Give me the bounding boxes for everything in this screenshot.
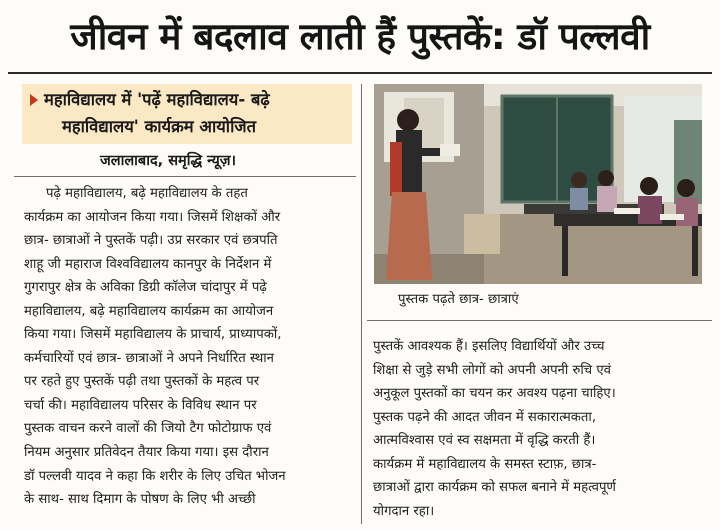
photo-caption: पुस्तक पढ़ते छात्र- छात्राएं <box>398 292 519 307</box>
article-text-line: के साथ- साथ दिमाग के पोषण के लिए भी अच्छी <box>24 492 256 508</box>
article-text-line: शिक्षा से जुड़े सभी लोगों को अपनी अपनी रुचि एवं <box>373 362 611 378</box>
article-text-line: चर्चा की। महाविद्यालय परिसर के विविध स्थान पर <box>24 397 257 413</box>
article-text-line: पुस्तक पढ़ने की आदत जीवन में सकारात्मकता, <box>373 409 597 425</box>
article-text-line: आत्मविश्वास एवं स्व सक्षमता में वृद्धि करती हैं। <box>373 433 596 449</box>
article-text-line: महाविद्यालय, बढ़े महाविद्यालय कार्यक्रम का आयोजन <box>24 303 274 319</box>
subheadline-line-1: महाविद्यालय में 'पढ़ें महाविद्यालय- बढ़े <box>44 90 270 109</box>
article-text-line: पुस्तक वाचन करने वालों की जियो टैग फोटोग्राफ एवं <box>24 421 272 437</box>
dateline: जलालाबाद, समृद्धि न्यूज़। <box>100 153 237 169</box>
article-text-line: योगदान रहा। <box>373 503 435 519</box>
article-text-line: पर रहते हुए पुस्तकें पढ़ी तथा पुस्तकों के महत्व पर <box>24 374 260 390</box>
article-text-line: किया गया। जिसमें महाविद्यालय के प्राचार्य, प्राध्यापकों, <box>24 327 282 343</box>
article-text-line: डॉ पल्लवी यादव ने कहा कि शरीर के लिए उचित भोजन <box>24 468 286 484</box>
article-text-line: पढ़े महाविद्यालय, बढ़े महाविद्यालय के तहत <box>46 186 248 201</box>
article-text-line: छात्राओं द्वारा कार्यक्रम को सफल बनाने में महत्वपूर्ण <box>373 480 616 496</box>
article-text-line: कार्यक्रम का आयोजन किया गया। जिसमें शिक्षकों और <box>24 209 281 225</box>
subheadline-box <box>22 84 352 144</box>
article-text-line: छात्र- छात्राओं ने पुस्तकें पढ़ी। उप्र सरकार एवं छत्रपति <box>24 233 278 249</box>
subheadline-line-2: महाविद्यालय' कार्यक्रम आयोजित <box>62 117 256 136</box>
article-text-line: कर्मचारियों एवं छात्र- छात्राओं ने अपने निर्धारित स्थान <box>24 350 274 366</box>
caption-divider <box>367 320 712 321</box>
article-photo <box>374 84 702 284</box>
article-text-line: पुस्तकें आवश्यक हैं। इसलिए विद्यार्थियों और उच्च <box>373 339 605 354</box>
article-text-line: नियम अनुसार प्रतिवेदन तैयार किया गया। इस दौरान <box>24 445 269 461</box>
headline-rule <box>8 72 712 74</box>
article-text-line: अनुकूल पुस्तकों का चयन कर अवश्य पढ़ना चाहिए। <box>373 386 616 402</box>
article-text-line: गुगरापुर क्षेत्र के अविका डिग्री कॉलेज चांदापुर में पढ़े <box>24 280 267 296</box>
article-body-left-column <box>24 182 350 512</box>
article-body-right-column <box>373 335 703 523</box>
headline: जीवन में बदलाव लाती हैं पुस्तकें: डॉ पल्लवी <box>70 15 650 58</box>
column-divider-horizontal <box>14 176 356 177</box>
arrow-bullet-icon <box>30 94 38 106</box>
article-text-line: शाहू जी महाराज विश्वविद्यालय कानपुर के निर्देशन में <box>24 256 272 272</box>
article-text-line: कार्यक्रम में महाविद्यालय के समस्त स्टाफ़, छात्र- <box>373 456 597 472</box>
classroom-photo-illustration <box>374 84 702 284</box>
column-divider-vertical <box>361 84 362 524</box>
